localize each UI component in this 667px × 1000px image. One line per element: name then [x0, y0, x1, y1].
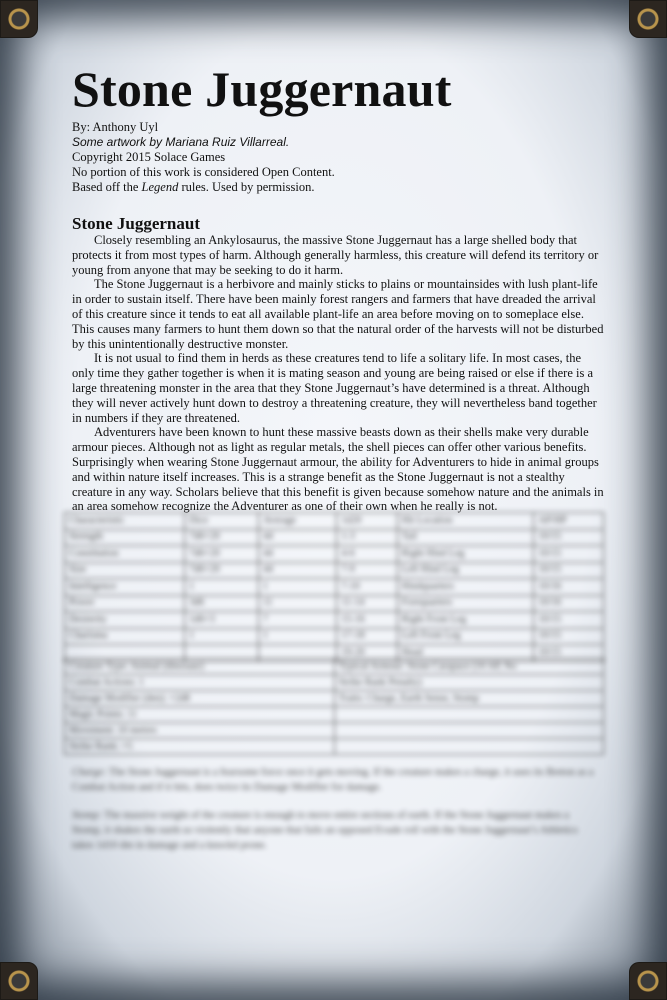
- table-row: [65, 562, 604, 579]
- paragraph: Adventurers have been known to hunt these massive beasts down as their shells make very durable armour pieces. Although not as light as regular metals, the shell pieces can offer other various benefits. Surprisingly when wearing Stone Juggernaut armour, the ability for Adventurers to hide in animal groups and within nature itself increases. This is a strange benefit as the Stone Juggernaut is not a stealthy creature in any way. Scholars believe that this benefit is given because somehow nature and the animals in an area somehow recognize the Adventurer as one of their own when he really is not.: [72, 425, 604, 514]
- stats-table: [64, 512, 604, 662]
- table-cell: Movement: 10 metres: [65, 723, 335, 739]
- table-cell: Power: [65, 595, 185, 612]
- paragraph: Closely resembling an Ankylosaurus, the massive Stone Juggernaut has a large shelled body that protects it from most types of harm. Although generally harmless, this creature will defend its territory or young from anyone that may be seeking to do it harm.: [72, 233, 599, 277]
- table-cell: 1: [185, 628, 259, 645]
- table-cell: [334, 723, 604, 739]
- table-cell: 44: [258, 546, 336, 563]
- table-cell: 10/15: [534, 612, 604, 629]
- paragraph: It is not usual to find them in herds as these creatures tend to life a solitary life. In most cases, the only time they gather together is when it is mating season and young are being raised or else if there is a large threatening monster in the area that they Stone Juggernaut’s have determined is a threat. Although they will never actively hunt down to destroy a threatening creature, they will nevertheless band together in numbers if they are threatened.: [72, 351, 597, 425]
- corner-ornament-icon: [629, 962, 667, 1000]
- ability-name: Stomp:: [72, 810, 102, 821]
- table-cell: 17-18: [337, 628, 397, 645]
- table-cell: Intelligence: [65, 579, 185, 596]
- ability-text: The Stone Juggernaut is a fearsome force once it gets moving. If the creature makes a charge, it uses its Breton as a Combat Action and if it hits, does twice its Damage Modifier for damage.: [72, 767, 594, 793]
- table-row: [65, 595, 604, 612]
- legend-suffix: rules. Used by permission.: [178, 180, 315, 194]
- stats-header-cell: Average: [258, 513, 336, 530]
- table-cell: 7d6+20: [185, 546, 259, 563]
- table-cell: 10/15: [534, 628, 604, 645]
- ability-name: Charge:: [72, 767, 107, 778]
- stats-header-row: [65, 513, 604, 530]
- table-cell: Charisma: [65, 628, 185, 645]
- ability-stomp: [72, 808, 600, 853]
- table-cell: 10/15: [534, 645, 604, 662]
- corner-ornament-icon: [0, 0, 38, 38]
- table-cell: [334, 707, 604, 723]
- info-table: [64, 658, 604, 755]
- legend-prefix: Based off the: [72, 180, 139, 194]
- table-row: [65, 707, 604, 723]
- table-cell: 11-14: [337, 595, 397, 612]
- table-cell: 1: [185, 579, 259, 596]
- table-cell: 1-3: [337, 529, 397, 546]
- corner-ornament-icon: [629, 0, 667, 38]
- stats-header-cell: Characteristic: [65, 513, 185, 530]
- table-cell: Combat Actions: 1: [65, 675, 335, 691]
- table-cell: [334, 739, 604, 755]
- artwork-credit: Some artwork by Mariana Ruiz Villarreal.: [72, 135, 290, 149]
- table-row: [65, 723, 604, 739]
- table-cell: Strength: [65, 529, 185, 546]
- table-row: [65, 659, 604, 675]
- table-cell: 7-10: [337, 579, 397, 596]
- section-heading: Stone Juggernaut: [72, 214, 200, 233]
- table-cell: 7d6+20: [185, 562, 259, 579]
- table-cell: Left Hind Leg: [397, 562, 534, 579]
- document-body: [72, 58, 604, 514]
- table-cell: 1d6+3: [185, 612, 259, 629]
- table-cell: 15-16: [337, 612, 397, 629]
- table-cell: 7: [258, 612, 336, 629]
- table-cell: 10/16: [534, 579, 604, 596]
- table-cell: Tail: [397, 529, 534, 546]
- stats-header-cell: 1d20: [337, 513, 397, 530]
- table-row: [65, 675, 604, 691]
- table-cell: Constitution: [65, 546, 185, 563]
- table-cell: 10/15: [534, 546, 604, 563]
- table-cell: Forequarters: [397, 595, 534, 612]
- table-cell: 44: [258, 562, 336, 579]
- table-cell: Size: [65, 562, 185, 579]
- table-cell: 7-9: [337, 562, 397, 579]
- table-cell: Damage Modifier (den): +2d8: [65, 691, 335, 707]
- table-cell: Dexterity: [65, 612, 185, 629]
- page-title: Stone Juggernaut: [72, 61, 452, 117]
- table-cell: 1: [258, 628, 336, 645]
- table-cell: Right Hind Leg: [397, 546, 534, 563]
- table-cell: Strike Rank: +5: [65, 739, 335, 755]
- table-cell: 10/15: [534, 529, 604, 546]
- ability-charge: [72, 765, 600, 795]
- table-cell: Typical Armour: Stone Carapace (10 AP, No: [334, 659, 604, 675]
- stats-header-cell: AP/HP: [534, 513, 604, 530]
- table-cell: 11: [258, 595, 336, 612]
- table-cell: 44: [258, 529, 336, 546]
- stats-header-cell: Hit Location: [397, 513, 534, 530]
- paragraph: The Stone Juggernaut is a herbivore and mainly sticks to plains or mountainsides with lush plant-life in order to sustain itself. There have been mainly forest rangers and farmers that have dreaded the arrival of this creature since it tends to eat all available plant-life an area before moving on to someplace else. This causes many farmers to hunt them down so that the natural order of the harvests will not be disturbed by this unintentionally destructive monster.: [72, 277, 604, 351]
- table-cell: Left Front Leg: [397, 628, 534, 645]
- table-row: [65, 691, 604, 707]
- table-cell: 7d6+20: [185, 529, 259, 546]
- corner-ornament-icon: [0, 962, 38, 1000]
- stats-header-cell: Dice: [185, 513, 259, 530]
- table-cell: Right Front Leg: [397, 612, 534, 629]
- table-cell: Hindquarters: [397, 579, 534, 596]
- table-cell: 1: [258, 579, 336, 596]
- table-cell: 19-20: [337, 645, 397, 662]
- legend-word: Legend: [141, 180, 179, 194]
- table-row: [65, 739, 604, 755]
- table-cell: 10/15: [534, 562, 604, 579]
- table-cell: Magic Points: 11: [65, 707, 335, 723]
- copyright: Copyright 2015 Solace Games: [72, 150, 226, 164]
- ability-text: The massive weight of the creature is enough to move entire sections of earth. If the Stone Juggernaut makes a Stomp, it shakes the earth so violently that anyone that fails an opposed Evade roll with the Stone Juggernaut’s Athletics takes 1d10 dm in damage and a knockd prone.: [72, 810, 578, 851]
- table-cell: 10/16: [534, 595, 604, 612]
- legend-notice: [72, 180, 604, 195]
- table-cell: Head: [397, 645, 534, 662]
- table-cell: 3d6: [185, 595, 259, 612]
- table-row: [65, 546, 604, 563]
- table-cell: Strike Rank Penalty): [334, 675, 604, 691]
- credits: [72, 120, 604, 195]
- table-row: [65, 612, 604, 629]
- table-cell: Traits: Charge, Earth Sense, Stomp: [334, 691, 604, 707]
- open-content-notice: No portion of this work is considered Open Content.: [72, 165, 335, 179]
- table-cell: Creature Type: Animal (dinosaur): [65, 659, 335, 675]
- byline: By: Anthony Uyl: [72, 120, 159, 134]
- table-row: [65, 628, 604, 645]
- table-row: [65, 579, 604, 596]
- table-cell: 4-6: [337, 546, 397, 563]
- table-row: [65, 529, 604, 546]
